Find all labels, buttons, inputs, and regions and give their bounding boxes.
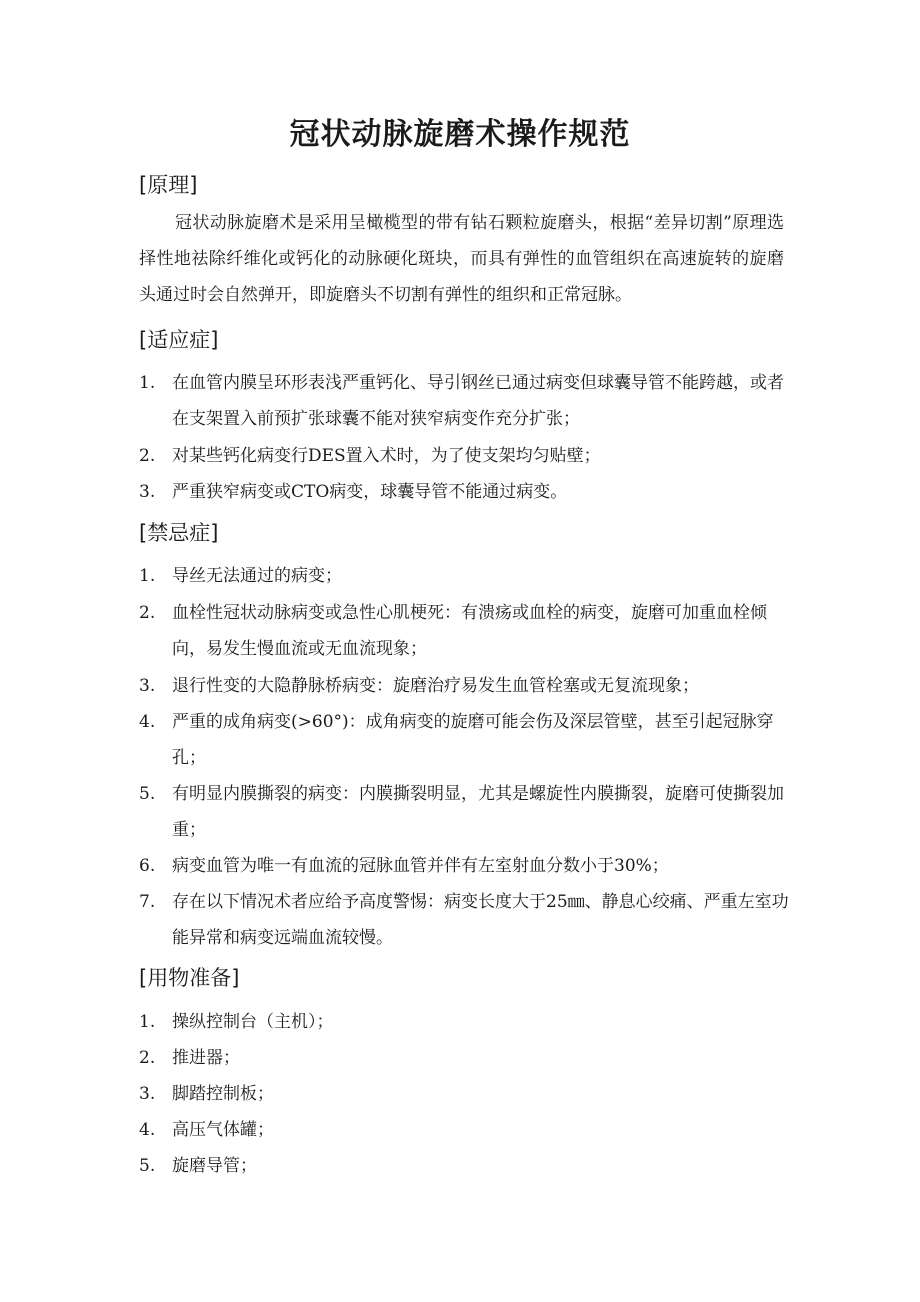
list-item-number: 4.	[139, 712, 156, 732]
list-item-text: 严重的成角病变(>60°)：成角病变的旋磨可能会伤及深层管壁，甚至引起冠脉穿孔；	[172, 712, 774, 768]
principle-paragraph: 冠状动脉旋磨术是采用呈橄榄型的带有钻石颗粒旋磨头，根据“差异切割”原理选择性地祛除纤维化或钙化的动脉硬化斑块，而具有弹性的血管组织在高速旋转的旋磨头通过时会自然弹开，即旋磨头不切割有弹性的组织和正常冠脉。	[139, 213, 784, 305]
list-item-text: 推进器；	[172, 1048, 240, 1068]
document-title: 冠状动脉旋磨术操作规范	[289, 117, 631, 152]
list-item-text: 血栓性冠状动脉病变或急性心肌梗死：有溃疡或血栓的病变，旋磨可加重血栓倾向，易发生慢血流或无血流现象；	[172, 603, 767, 659]
list-item-number: 7.	[139, 892, 156, 912]
section-heading-contraindications: [禁忌症]	[139, 521, 219, 545]
list-item-number: 5.	[139, 784, 156, 804]
list-item-number: 3.	[139, 676, 156, 696]
list-item-number: 3.	[139, 1084, 156, 1104]
list-item-text: 操纵控制台（主机）；	[172, 1012, 334, 1032]
list-item	[139, 365, 789, 437]
list-item-text: 有明显内膜撕裂的病变：内膜撕裂明显，尤其是螺旋性内膜撕裂，旋磨可使撕裂加重；	[172, 784, 784, 840]
list-item-number: 6.	[139, 856, 156, 876]
list-item-text: 旋磨导管；	[172, 1156, 257, 1176]
list-item-number: 2.	[139, 1048, 156, 1068]
list-item	[139, 558, 789, 594]
list-item-text: 存在以下情况术者应给予高度警惕：病变长度大于25㎜、静息心绞痛、严重左室功能异常和病变远端血流较慢。	[172, 892, 789, 948]
list-item-text: 导丝无法通过的病变；	[172, 566, 342, 586]
list-item-text: 脚踏控制板；	[172, 1084, 274, 1104]
list-item-text: 严重狭窄病变或CTO病变，球囊导管不能通过病变。	[172, 482, 568, 502]
list-item-text: 在血管内膜呈环形表浅严重钙化、导引钢丝已通过病变但球囊导管不能跨越，或者在支架置入前预扩张球囊不能对狭窄病变作充分扩张；	[172, 373, 784, 429]
list-item	[139, 1112, 789, 1148]
list-item-text: 对某些钙化病变行DES置入术时，为了使支架均匀贴壁；	[172, 446, 601, 466]
section-heading-principle: [原理]	[139, 173, 198, 197]
list-item-number: 4.	[139, 1120, 156, 1140]
list-item-text: 高压气体罐；	[172, 1120, 274, 1140]
list-item	[139, 776, 789, 848]
list-item-number: 2.	[139, 446, 156, 466]
list-item-number: 2.	[139, 603, 156, 623]
list-item	[139, 848, 789, 884]
list-item	[139, 668, 789, 704]
list-item	[139, 438, 789, 474]
list-item-number: 1.	[139, 566, 156, 586]
list-item-number: 3.	[139, 482, 156, 502]
list-item-number: 1.	[139, 1012, 156, 1032]
list-item	[139, 595, 789, 667]
list-item-text: 退行性变的大隐静脉桥病变：旋磨治疗易发生血管栓塞或无复流现象；	[172, 676, 699, 696]
list-item	[139, 884, 789, 956]
section-heading-indications: [适应症]	[139, 328, 219, 352]
list-item	[139, 704, 789, 776]
list-item-number: 5.	[139, 1156, 156, 1176]
list-item-text: 病变血管为唯一有血流的冠脉血管并伴有左室射血分数小于30%；	[172, 856, 669, 876]
list-item	[139, 1076, 789, 1112]
list-item-number: 1.	[139, 373, 156, 393]
list-item	[139, 1004, 789, 1040]
list-item	[139, 474, 789, 510]
list-item	[139, 1148, 789, 1184]
section-heading-materials: [用物准备]	[139, 966, 240, 990]
list-item	[139, 1040, 789, 1076]
